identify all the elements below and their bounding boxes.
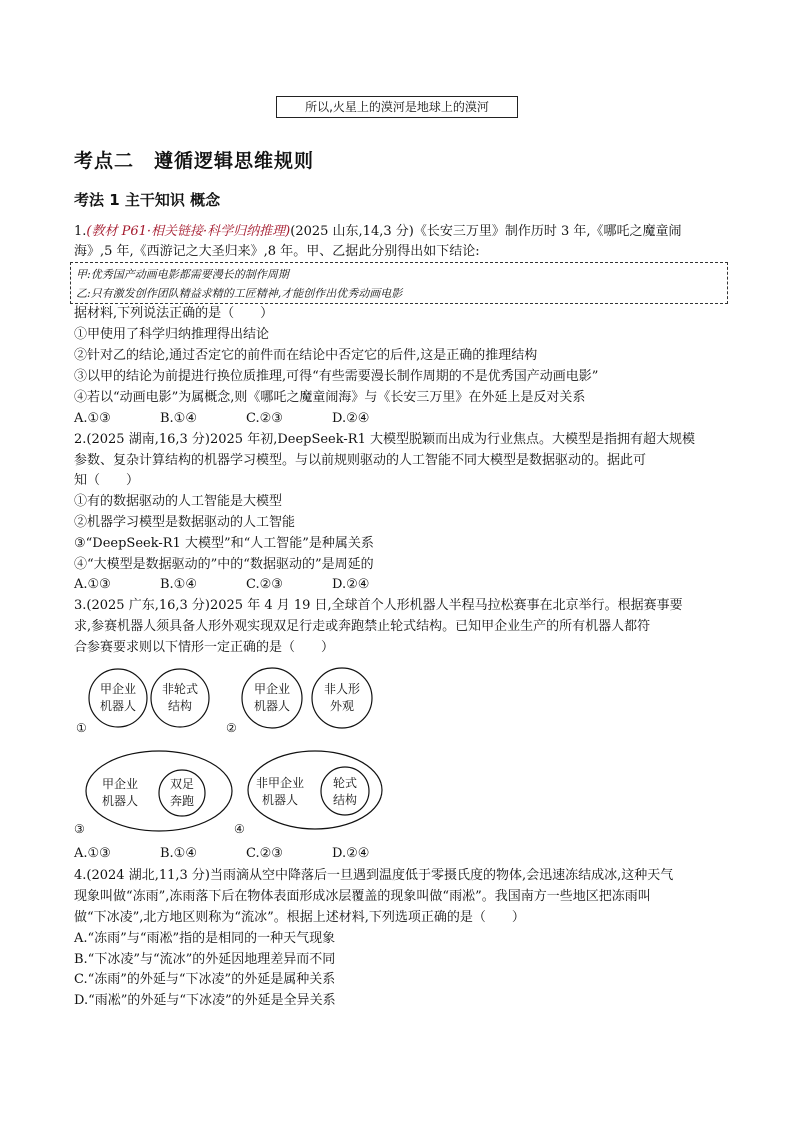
q2-option-a[interactable]: A.①③ xyxy=(74,577,111,592)
q1-option-a[interactable]: A.①③ xyxy=(74,411,111,426)
q3-d1-circle-a xyxy=(89,669,147,727)
q3-d4-inner-circle xyxy=(321,767,369,815)
q1-number: 1. xyxy=(74,224,87,239)
q2-statement-4: ④“大模型是数据驱动的”中的“数据驱动的”是周延的 xyxy=(74,557,374,572)
q1-stem: 据材料,下列说法正确的是（ ） xyxy=(74,306,274,321)
q3-d1-a1: 甲企业 xyxy=(99,682,137,696)
q1-statement-3: ③以甲的结论为前提进行换位质推理,可得“有些需要漫长制作周期的不是优秀国产动画电影” xyxy=(74,369,599,384)
q2-statement-1: ①有的数据驱动的人工智能是大模型 xyxy=(74,494,283,509)
section-title: 考点二 遵循逻辑思维规则 xyxy=(74,150,315,172)
q3-line3: 合参赛要求则以下情形一定正确的是（ ） xyxy=(74,640,335,655)
q3-d1-label: ① xyxy=(76,721,87,735)
q1-option-d[interactable]: D.②④ xyxy=(332,411,370,426)
q4-option-d[interactable]: D.“雨凇”的外延与“下冰凌”的外延是全异关系 xyxy=(74,993,336,1008)
q1-options xyxy=(74,411,418,426)
q4-line1: 4.(2024 湖北,11,3 分)当雨滴从空中降落后一旦遇到温度低于零摄氏度的物体,会迅速冻结成冰,这种天气 xyxy=(74,868,674,883)
q3-d1-circle-b xyxy=(151,669,209,727)
q4-option-a[interactable]: A.“冻雨”与“雨凇”指的是相同的一种天气现象 xyxy=(74,931,336,946)
q3-d2-circle-b xyxy=(312,668,372,728)
q3-option-a[interactable]: A.①③ xyxy=(74,846,111,861)
q3-option-d[interactable]: D.②④ xyxy=(332,846,370,861)
q3-d2-a1: 甲企业 xyxy=(253,682,291,696)
q2-statement-3: ③“DeepSeek-R1 大模型”和“人工智能”是种属关系 xyxy=(74,536,374,551)
q3-diagram-3 xyxy=(74,748,244,838)
q3-d4-ellipse xyxy=(248,751,382,829)
q3-d1-a2: 机器人 xyxy=(99,699,137,713)
q3-d3-b2: 奔跑 xyxy=(169,794,195,808)
q1-textbook-tag: (教材 P61·相关链接·科学归纳推理) xyxy=(86,224,291,239)
q2-statement-2: ②机器学习模型是数据驱动的人工智能 xyxy=(74,515,296,530)
q2-line3: 知（ ） xyxy=(74,473,140,488)
q1-line1 xyxy=(74,222,682,242)
q3-d4-a1: 非甲企业 xyxy=(255,776,305,790)
q4-line2: 现象叫做“冻雨”,冻雨落下后在物体表面形成冰层覆盖的现象叫做“雨凇”。我国南方一些地区把冻雨叫 xyxy=(74,889,651,904)
q2-line2: 参数、复杂计算结构的机器学习模型。与以前规则驱动的人工智能不同大模型是数据驱动的。据此可 xyxy=(74,453,647,468)
q2-option-b[interactable]: B.①④ xyxy=(160,577,197,592)
q3-option-b[interactable]: B.①④ xyxy=(160,846,197,861)
q3-d3-b1: 双足 xyxy=(169,777,195,791)
q4-option-c[interactable]: C.“冻雨”的外延与“下冰凌”的外延是属种关系 xyxy=(74,972,336,987)
q2-line1: 2.(2025 湖南,16,3 分)2025 年初,DeepSeek-R1 大模型脱颖而出成为行业焦点。大模型是指拥有超大规模 xyxy=(74,432,695,447)
q1-statement-4: ④若以“动画电影”为属概念,则《哪吒之魔童闹海》与《长安三万里》在外延上是反对关系 xyxy=(74,390,586,405)
q4-option-b[interactable]: B.“下冰凌”与“流冰”的外延因地理差异而不同 xyxy=(74,952,336,967)
q3-d4-b2: 结构 xyxy=(332,793,358,807)
q4-line3: 做“下冰凌”,北方地区则称为“流冰”。根据上述材料,下列选项正确的是（ ） xyxy=(74,910,525,925)
q3-d3-label: ③ xyxy=(74,822,85,836)
q3-d2-b2: 外观 xyxy=(329,699,355,713)
q3-options xyxy=(74,846,418,861)
q3-d4-b1: 轮式 xyxy=(332,776,358,790)
q3-diagram-2 xyxy=(224,666,384,736)
q3-d2-a2: 机器人 xyxy=(253,699,291,713)
q3-d3-a2: 机器人 xyxy=(101,794,139,808)
method-title: 考法 1 主干知识 概念 xyxy=(74,191,221,209)
previous-conclusion-box: 所以,火星上的漠河是地球上的漠河 xyxy=(276,96,518,118)
q1-conclusion-yi: 乙:只有激发创作团队精益求精的工匠精神,才能创作出优秀动画电影 xyxy=(76,287,403,300)
q2-options xyxy=(74,577,418,592)
q1-option-b[interactable]: B.①④ xyxy=(160,411,197,426)
q1-statement-2: ②针对乙的结论,通过否定它的前件而在结论中否定它的后件,这是正确的推理结构 xyxy=(74,348,538,363)
q3-diagram-4 xyxy=(232,748,392,838)
q3-d1-b1: 非轮式 xyxy=(161,682,199,696)
q1-option-c[interactable]: C.②③ xyxy=(246,411,283,426)
q1-conclusion-jia: 甲:优秀国产动画电影都需要漫长的制作周期 xyxy=(76,268,289,281)
q3-line2: 求,参赛机器人须具备人形外观实现双足行走或奔跑禁止轮式结构。已知甲企业生产的所有机器人都符 xyxy=(74,619,651,634)
q2-option-d[interactable]: D.②④ xyxy=(332,577,370,592)
q3-d4-a2: 机器人 xyxy=(261,793,299,807)
q3-d2-circle-a xyxy=(242,668,302,728)
q1-statement-1: ①甲使用了科学归纳推理得出结论 xyxy=(74,327,270,342)
q2-option-c[interactable]: C.②③ xyxy=(246,577,283,592)
q3-line1: 3.(2025 广东,16,3 分)2025 年 4 月 19 日,全球首个人形机器人半程马拉松赛事在北京举行。根据赛事要 xyxy=(74,598,683,613)
q3-diagram-1 xyxy=(74,666,224,736)
q3-d2-label: ② xyxy=(226,721,237,735)
q3-option-c[interactable]: C.②③ xyxy=(246,846,283,861)
q1-line2: 海》,5 年,《西游记之大圣归来》,8 年。甲、乙据此分别得出如下结论: xyxy=(74,244,480,259)
q3-d2-b1: 非人形 xyxy=(323,682,361,696)
q3-d1-b2: 结构 xyxy=(167,699,193,713)
q1-line1-rest: (2025 山东,14,3 分)《长安三万里》制作历时 3 年,《哪吒之魔童闹 xyxy=(290,224,682,239)
q3-d4-label: ④ xyxy=(234,822,245,836)
q3-d3-a1: 甲企业 xyxy=(101,777,139,791)
